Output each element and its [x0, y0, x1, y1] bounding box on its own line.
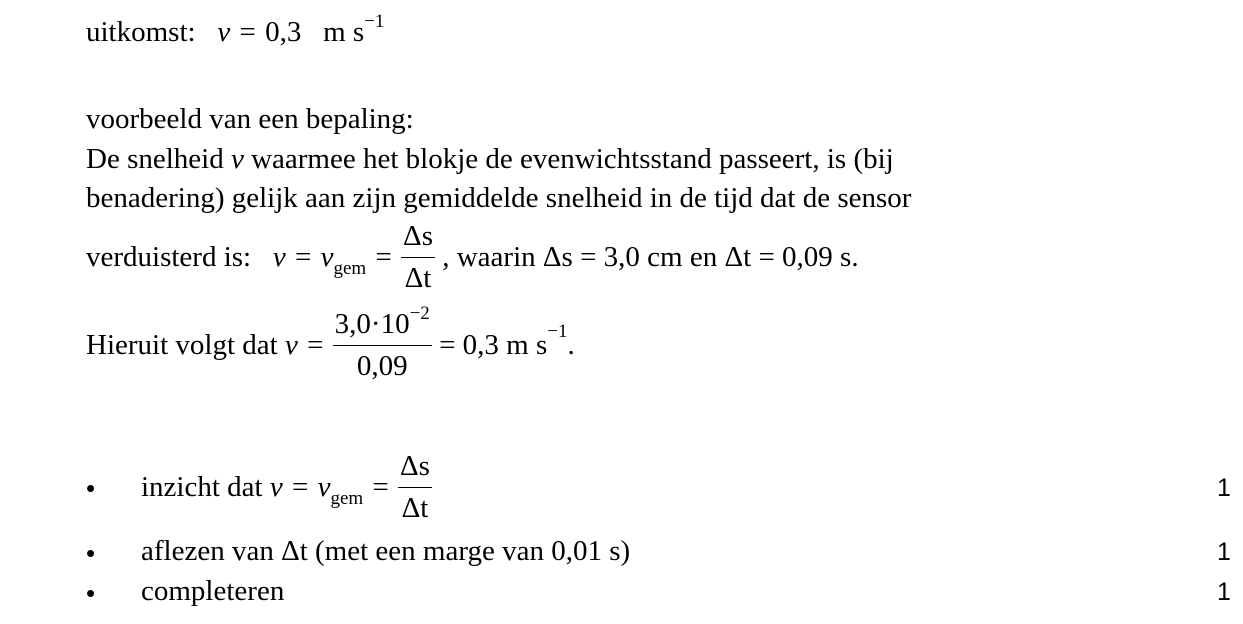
- line4-fraction: [333, 303, 432, 382]
- line4-eq: =: [307, 329, 324, 361]
- uitkomst-unit: m s: [323, 16, 365, 48]
- voorbeeld-line-2: benadering) gelijk aan zijn gemiddelde snelheid in de tijd dat de sensor: [86, 182, 912, 214]
- uitkomst-label: uitkomst:: [86, 16, 196, 48]
- line4-end: .: [567, 329, 575, 361]
- velocity-symbol: v: [217, 16, 231, 48]
- criterion-3-text: completeren: [141, 575, 285, 607]
- fraction-denominator: Δt: [404, 262, 432, 294]
- criterion-1-eq1: =: [291, 471, 309, 503]
- bullet-icon: •: [86, 473, 96, 503]
- line1-text-a: De snelheid: [86, 143, 231, 175]
- criterion-1: [141, 452, 432, 523]
- line3-delta-t: Δt = 0,09 s.: [724, 241, 859, 273]
- bullet-icon: •: [86, 538, 96, 568]
- line4-text-a: Hieruit volgt dat: [86, 329, 285, 361]
- criterion-1-den: Δt: [401, 492, 429, 524]
- line4-v: v: [284, 329, 298, 361]
- uitkomst-exponent: −1: [364, 11, 385, 32]
- line4-denominator: 0,09: [356, 350, 408, 382]
- criterion-1-vgem-sub: gem: [330, 488, 364, 509]
- line3-en: en: [689, 241, 725, 273]
- fraction-numerator: Δs: [401, 222, 435, 258]
- criterion-1-eq2: =: [372, 471, 389, 503]
- criterion-3-score: 1: [1217, 578, 1231, 606]
- line4-numerator: [333, 303, 432, 346]
- line3-text-a: verduisterd is:: [86, 241, 259, 273]
- uitkomst-line: [86, 11, 385, 48]
- criterion-2-text: aflezen van Δt (met een marge van 0,01 s): [141, 535, 631, 567]
- criterion-1-vgem: v: [317, 471, 331, 503]
- criterion-1-num: Δs: [398, 452, 432, 488]
- line3-eq2: =: [375, 241, 392, 273]
- uitkomst-value: 0,3: [265, 16, 302, 48]
- line3-delta-s: Δs = 3,0 cm: [542, 241, 683, 273]
- line4-result-exp: −1: [547, 321, 568, 342]
- voorbeeld-line-1: [86, 145, 894, 174]
- line3-vgem-sub: gem: [333, 258, 367, 279]
- criterion-2-score: 1: [1217, 538, 1231, 566]
- voorbeeld-line-4: [86, 303, 575, 382]
- line3-vgem: v: [320, 241, 334, 273]
- line1-velocity: v: [230, 143, 244, 175]
- line4-num-text: 3,0·10: [334, 308, 410, 340]
- criterion-1-v: v: [269, 471, 283, 503]
- equals-sign: =: [239, 16, 256, 48]
- line3-v: v: [272, 241, 286, 273]
- voorbeeld-line-3: [86, 222, 859, 293]
- voorbeeld-heading: voorbeeld van een bepaling:: [86, 103, 414, 135]
- line4-result: = 0,3 m s: [439, 329, 548, 361]
- line3-eq1: =: [294, 241, 312, 273]
- criterion-1-text: inzicht dat: [141, 471, 270, 503]
- line1-text-b: waarmee het blokje de evenwichtsstand passeert, is (bij: [243, 143, 894, 175]
- bullet-icon: •: [86, 578, 96, 608]
- line4-num-exp: −2: [409, 303, 430, 324]
- criterion-1-score: 1: [1217, 474, 1231, 502]
- criterion-1-fraction: [398, 452, 432, 523]
- line3-text-b: , waarin: [442, 241, 543, 273]
- line3-fraction: [401, 222, 435, 293]
